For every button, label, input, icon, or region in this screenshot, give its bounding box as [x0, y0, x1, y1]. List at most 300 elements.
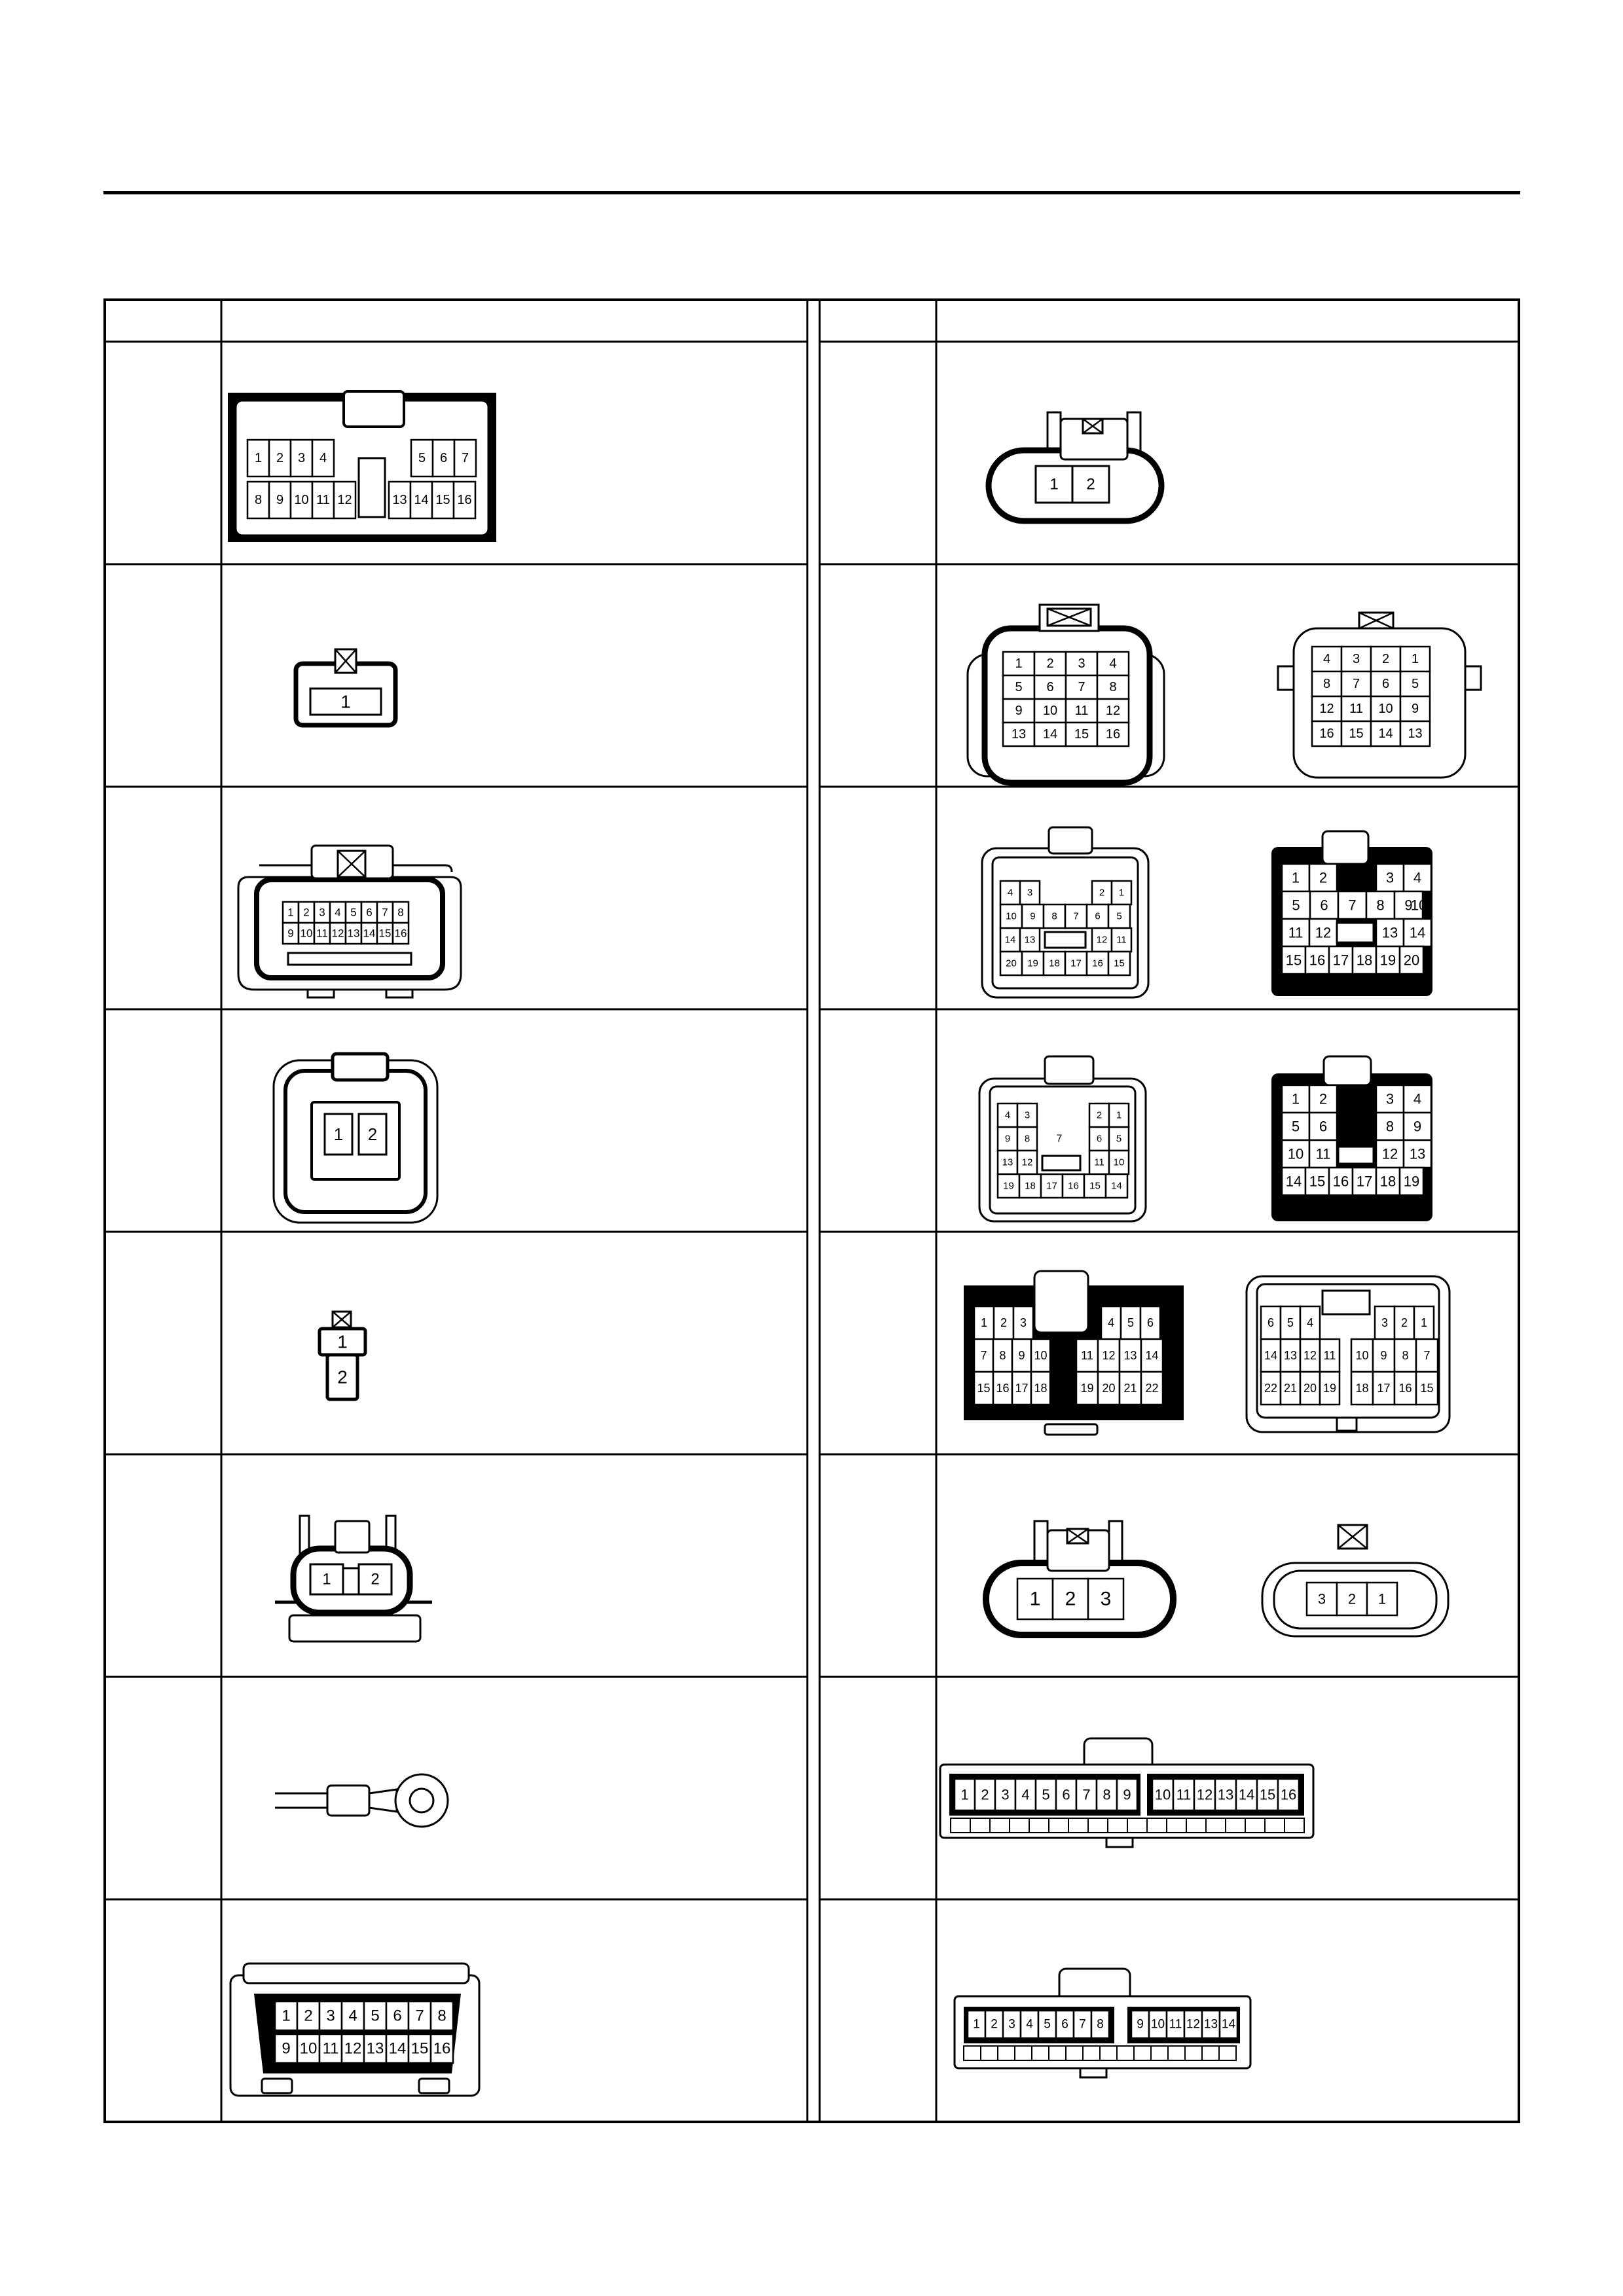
foot — [1080, 2068, 1106, 2077]
pin-label: 13 — [366, 2039, 384, 2058]
terminal-slot — [1127, 1818, 1147, 1833]
lock-latch-icon — [1083, 419, 1103, 433]
pin-label: 5 — [1291, 1118, 1300, 1135]
pin-grid — [1076, 1339, 1163, 1372]
pin-label: 1 — [960, 1786, 969, 1803]
pin-label: 8 — [1051, 910, 1057, 922]
pin-label: 20 — [1102, 1382, 1116, 1395]
pin-label: 4 — [1021, 1786, 1030, 1803]
pin-label: 14 — [363, 927, 376, 940]
pin-label: 16 — [1280, 1786, 1297, 1803]
pin-grid — [1376, 864, 1431, 891]
pin-label: 3 — [1317, 1590, 1326, 1607]
pin-label: 11 — [1315, 1145, 1331, 1162]
pin-label: 3 — [1019, 1316, 1027, 1329]
pin-label: 10 — [1034, 1349, 1048, 1362]
pin-label: 8 — [1109, 680, 1117, 694]
terminal-slot — [1151, 2046, 1168, 2060]
pin-label: 4 — [1413, 1090, 1422, 1107]
terminal-slot — [1066, 2046, 1083, 2060]
pin-label: 8 — [1097, 2017, 1104, 2032]
pin-label: 17 — [1356, 1173, 1373, 1190]
pin-label: 14 — [1221, 2017, 1236, 2032]
terminal-slot — [1029, 1818, 1049, 1833]
conn-19pin-pair — [979, 1056, 1432, 1221]
terminal-slot — [1168, 2046, 1185, 2060]
pin-label: 19 — [1027, 958, 1038, 969]
pin-label: 12 — [1096, 934, 1108, 946]
pin-label: 4 — [1004, 1109, 1011, 1121]
pin-label: 16 — [433, 2039, 451, 2058]
conn-16pin-grid-pair — [968, 605, 1481, 783]
pin-label: 8 — [397, 906, 404, 919]
pin-grid — [1282, 1168, 1423, 1195]
lock-latch-icon — [333, 1312, 351, 1327]
pin-label: 12 — [1319, 702, 1334, 716]
pin-label: 19 — [1379, 952, 1396, 969]
pin-label: 7 — [382, 906, 388, 919]
pin-grid — [974, 1306, 1033, 1339]
pin-grid — [1092, 928, 1131, 952]
pin-label: 1 — [980, 1316, 988, 1329]
pin-label: 11 — [1323, 1349, 1336, 1362]
pin-label: 21 — [1123, 1382, 1137, 1395]
pin-grid — [1000, 952, 1130, 975]
terminal-slot — [1083, 2046, 1100, 2060]
pin-label: 13 — [1283, 1349, 1298, 1362]
pin-label: 3 — [1027, 887, 1033, 899]
pin-label: 11 — [1094, 1157, 1104, 1168]
pin-label: 7 — [461, 451, 469, 465]
terminal-slot — [951, 1818, 970, 1833]
pin-label: 5 — [418, 451, 426, 465]
pin-label: 18 — [1049, 958, 1060, 969]
pin-label: 14 — [1285, 1173, 1302, 1190]
terminal-slot — [1206, 1818, 1226, 1833]
pin-label: 9 — [1137, 2017, 1144, 2032]
pin-label: 13 — [392, 493, 407, 507]
pin-grid — [1131, 2011, 1237, 2038]
pin-label: 12 — [1196, 1786, 1213, 1803]
pin-label: 16 — [1332, 1173, 1349, 1190]
pin-label: 8 — [1402, 1349, 1409, 1362]
pin-grid — [247, 440, 334, 476]
pin-label: 13 — [1002, 1157, 1013, 1168]
terminal-slot — [1285, 1818, 1304, 1833]
pin-grid — [955, 1779, 1137, 1810]
pin-label: 18 — [1379, 1173, 1396, 1190]
pin-label: 14 — [1409, 924, 1426, 941]
latch-hood — [1034, 1271, 1088, 1333]
pin-label: 2 — [276, 451, 284, 465]
pin-label: 6 — [1046, 680, 1054, 694]
pin-label: 8 — [437, 2007, 447, 2025]
pin-label: 9 — [1411, 702, 1419, 716]
pin-grid — [1282, 891, 1423, 919]
pin-label: 4 — [1026, 2017, 1033, 2032]
pin-grid — [1375, 1306, 1434, 1339]
pin-label: 13 — [1123, 1349, 1137, 1362]
pin-label: 4 — [319, 451, 327, 465]
pin-label: 6 — [1095, 910, 1101, 922]
pin-label: 6 — [1061, 2017, 1068, 2032]
pin-label: 5 — [1286, 1316, 1294, 1329]
pin-grid — [1089, 1103, 1129, 1127]
terminal-slot — [1185, 2046, 1202, 2060]
terminal-slot — [998, 2046, 1015, 2060]
pin-grid — [1376, 1085, 1431, 1113]
pin-label: 19 — [1322, 1382, 1337, 1395]
pin-label: 20 — [1403, 952, 1420, 969]
pin-label: 2 — [304, 2007, 313, 2025]
pin-label: 3 — [1024, 1109, 1030, 1121]
pin-label: 1 — [337, 1331, 348, 1352]
pin-grid — [1101, 1306, 1160, 1339]
pin-label: 12 — [1021, 1157, 1033, 1168]
pin-label: 16 — [1319, 726, 1334, 741]
conn-16pin-2row — [228, 391, 496, 542]
pin-label: 1 — [1411, 652, 1419, 666]
pin-label: 14 — [1264, 1349, 1278, 1362]
pin-label: 10 — [294, 493, 309, 507]
pin-grid — [411, 440, 476, 476]
pin-label: 6 — [1062, 1786, 1070, 1803]
terminal-slot — [1068, 1818, 1088, 1833]
conn-2pin-square — [274, 1054, 437, 1223]
pin-grid — [1261, 1372, 1340, 1405]
foot — [386, 990, 412, 997]
conn-16pin-sealed — [238, 846, 461, 997]
pin-label: 14 — [1145, 1349, 1159, 1362]
pin-label: 15 — [1114, 958, 1125, 969]
key-slot — [1045, 932, 1085, 948]
pin-label: 16 — [1092, 958, 1103, 969]
latch-tab — [333, 1054, 388, 1080]
pin-label: 1 — [1049, 475, 1059, 493]
pin-label: 2 — [1046, 656, 1054, 671]
pin-label: 3 — [319, 906, 325, 919]
pin-grid — [1092, 881, 1131, 905]
terminal-slot — [1226, 1818, 1245, 1833]
conn-2pin-oval — [275, 1516, 432, 1641]
conn-16pin-inline — [940, 1738, 1313, 1847]
pin-grid — [283, 923, 409, 944]
pin-label: 10 — [1355, 1349, 1369, 1362]
pin-label: 7 — [1056, 1133, 1063, 1145]
pin-label: 12 — [331, 927, 344, 940]
pin-label: 16 — [1398, 1382, 1412, 1395]
lower-shell — [289, 1615, 420, 1641]
latch-tab — [1322, 831, 1368, 864]
pin-label: 7 — [980, 1349, 987, 1362]
foot — [1045, 1424, 1097, 1435]
pin-label: 9 — [1018, 1349, 1025, 1362]
pin-label: 5 — [1292, 897, 1300, 914]
pin-label: 5 — [1127, 1316, 1135, 1329]
foot — [419, 2079, 449, 2093]
pin-label: 8 — [1385, 1118, 1395, 1135]
pin-label: 2 — [337, 1367, 348, 1388]
pin-label: 2 — [1319, 869, 1328, 886]
latch-tab — [1322, 1291, 1370, 1314]
pin-label: 17 — [1377, 1382, 1391, 1395]
pin-label: 3 — [297, 451, 306, 465]
pin-label: 6 — [366, 906, 373, 919]
pin-label: 11 — [1349, 702, 1363, 716]
pin-grid — [1376, 1113, 1431, 1140]
pin-label: 6 — [1096, 1133, 1103, 1145]
pin-label: 11 — [322, 2039, 339, 2058]
pin-label: 1 — [1116, 1109, 1122, 1121]
pin-grid — [1307, 1583, 1397, 1615]
pin-label: 4 — [1107, 1316, 1115, 1329]
pin-grid — [1089, 1127, 1129, 1151]
pin-label: 9 — [1015, 704, 1023, 718]
pin-grid — [974, 1339, 1050, 1372]
top-lip — [244, 1964, 469, 1983]
pin-label: 13 — [1217, 1786, 1234, 1803]
pin-label: 2 — [1099, 887, 1105, 899]
pin-grid — [275, 2001, 453, 2030]
pin-label: 13 — [347, 927, 360, 940]
pin-grid — [1261, 1339, 1340, 1372]
latch-tab — [1045, 1056, 1093, 1084]
pin-label: 6 — [393, 2007, 402, 2025]
terminal-slot — [1108, 1818, 1127, 1833]
pin-label: 12 — [1186, 2017, 1201, 2032]
pin-grid — [275, 2034, 453, 2063]
latch-tab — [344, 391, 404, 427]
pin-label: 3 — [1100, 1588, 1112, 1610]
pin-label: 13 — [1408, 726, 1423, 741]
pin-grid — [1000, 905, 1130, 928]
pin-label: 18 — [1034, 1382, 1048, 1395]
pin-label: 3 — [1385, 869, 1395, 886]
pin-label: 8 — [1024, 1133, 1030, 1145]
foot — [308, 990, 334, 997]
pin-label: 15 — [435, 493, 450, 507]
pin-grid — [968, 2011, 1109, 2038]
terminal-slot — [1186, 1818, 1206, 1833]
pin-label: 7 — [1352, 677, 1360, 691]
pin-label: 6 — [1267, 1316, 1275, 1329]
key — [343, 1568, 359, 1594]
pin-label: 5 — [1116, 910, 1122, 922]
pin-label: 4 — [1413, 869, 1422, 886]
latch-tab — [335, 1521, 369, 1552]
pin-label: 10 — [1042, 704, 1058, 718]
pin-grid — [974, 1372, 1050, 1405]
pin-label: 15 — [378, 927, 392, 940]
pin-label: 18 — [1355, 1382, 1369, 1395]
pin-grid — [998, 1174, 1127, 1198]
pin-label: 6 — [1319, 1118, 1328, 1135]
pin-label: 21 — [1283, 1382, 1298, 1395]
pin-label: 8 — [1376, 897, 1385, 914]
retainer — [288, 953, 411, 965]
pin-label: 1 — [1118, 887, 1125, 899]
pin-label: 2 — [1096, 1109, 1103, 1121]
pin-label: 13 — [1203, 2017, 1218, 2032]
pin-label: 19 — [1080, 1382, 1094, 1395]
pin-label: 15 — [1309, 1173, 1326, 1190]
terminal-slot — [1219, 2046, 1236, 2060]
pin-label: 1 — [1377, 1590, 1387, 1607]
pin-grid — [1017, 1579, 1123, 1619]
pin-label: 1 — [1015, 656, 1023, 671]
pin-label: 2 — [1000, 1316, 1008, 1329]
pin-label: 11 — [1176, 1786, 1192, 1803]
conn-3pin-pair — [986, 1521, 1448, 1636]
conn-22pin-pair — [964, 1271, 1450, 1435]
pin-label: 6 — [1146, 1316, 1154, 1329]
pin-grid — [1376, 1140, 1431, 1168]
pin-label: 9 — [1404, 897, 1413, 914]
pin-label: 7 — [1082, 1786, 1091, 1803]
pin-label: 8 — [999, 1349, 1006, 1362]
pin-label: 2 — [1065, 1588, 1076, 1610]
pin-label: 18 — [1025, 1180, 1036, 1192]
pin-label: 11 — [316, 493, 330, 507]
pin-label: 1 — [282, 2007, 291, 2025]
pin-grid — [1000, 928, 1040, 952]
pin-label: 10 — [1287, 1145, 1304, 1162]
pin-label: 5 — [1042, 1786, 1050, 1803]
pin-label: 9 — [1030, 910, 1036, 922]
pin-label: 19 — [1403, 1173, 1420, 1190]
pin-label: 5 — [1116, 1133, 1122, 1145]
pin-label: 1 — [333, 1124, 344, 1144]
pin-label: 11 — [1074, 704, 1089, 718]
terminal-slot — [1265, 1818, 1285, 1833]
pin-label: 2 — [367, 1124, 378, 1144]
pin-label: 9 — [276, 493, 284, 507]
pin-grid — [998, 1151, 1037, 1174]
pin-label: 10 — [1113, 1157, 1125, 1168]
key-slot — [359, 458, 385, 517]
latch-tab — [1049, 827, 1092, 853]
pin-label: 12 — [1303, 1349, 1317, 1362]
pin-grid — [1351, 1339, 1438, 1372]
pin-grid — [1003, 652, 1129, 746]
pin-grid — [1282, 1085, 1337, 1113]
pin-label: 7 — [1423, 1349, 1431, 1362]
pin-label: 8 — [1103, 1786, 1111, 1803]
pin-label: 9 — [1380, 1349, 1387, 1362]
pin-label: 16 — [996, 1382, 1010, 1395]
pin-grid — [1351, 1372, 1438, 1405]
pin-label: 15 — [1285, 952, 1302, 969]
pin-label: 2 — [371, 1570, 380, 1588]
terminal-slot — [970, 1818, 990, 1833]
pin-label: 3 — [1078, 656, 1085, 671]
conn-1pin — [296, 649, 395, 725]
pin-label: 16 — [1068, 1180, 1079, 1192]
lock-latch-icon — [335, 649, 356, 673]
pin-label: 5 — [1411, 677, 1419, 691]
pin-label: 5 — [371, 2007, 380, 2025]
pin-label: 9 — [1123, 1786, 1131, 1803]
terminal-slot — [1167, 1818, 1186, 1833]
pin-label: 2 — [991, 2017, 998, 2032]
pin-label: 14 — [1378, 726, 1393, 741]
pin-label: 13 — [1381, 924, 1398, 941]
pin-label: 10 — [1378, 702, 1393, 716]
pin-label: 9 — [1413, 1118, 1422, 1135]
pin-label: 11 — [316, 927, 328, 940]
terminal-slot — [1202, 2046, 1219, 2060]
pin-grid — [1076, 1372, 1163, 1405]
pin-label: 15 — [1089, 1180, 1101, 1192]
terminal-slot — [981, 2046, 998, 2060]
pin-label: 1 — [254, 451, 263, 465]
pin-label: 1 — [973, 2017, 980, 2032]
pin-label: 3 — [326, 2007, 335, 2025]
key-slot — [1042, 1156, 1080, 1170]
pin-label: 15 — [977, 1382, 991, 1395]
pin-label: 8 — [1322, 677, 1331, 691]
crimp-barrel — [327, 1785, 369, 1816]
pin-label: 10 — [1410, 897, 1427, 914]
pin-label: 1 — [340, 691, 351, 712]
pin-label: 4 — [1322, 652, 1331, 666]
pin-label: 7 — [1078, 680, 1085, 694]
terminal-slot — [1010, 1818, 1029, 1833]
pin-label: 15 — [1420, 1382, 1434, 1395]
pin-label: 2 — [1086, 475, 1095, 493]
pin-label: 2 — [1347, 1590, 1357, 1607]
pin-label: 2 — [981, 1786, 989, 1803]
foot — [1337, 1418, 1357, 1431]
pin-grid — [389, 482, 475, 518]
conn-14pin-inline — [955, 1969, 1250, 2077]
pin-grid — [247, 482, 356, 518]
pin-label: 14 — [1111, 1180, 1122, 1192]
pin-label: 7 — [415, 2007, 424, 2025]
key-slot — [1338, 1147, 1374, 1164]
terminal-slot — [1245, 1818, 1265, 1833]
pin-label: 12 — [1105, 704, 1121, 718]
pin-grid — [1000, 881, 1040, 905]
pin-label: 4 — [1109, 656, 1117, 671]
pin-label: 12 — [1102, 1349, 1116, 1362]
pin-label: 2 — [303, 906, 310, 919]
terminal-slot — [1032, 2046, 1049, 2060]
terminal-slot — [1049, 2046, 1066, 2060]
pin-label: 3 — [1008, 2017, 1015, 2032]
pin-label: 14 — [1042, 727, 1058, 742]
pin-label: 15 — [1074, 727, 1089, 742]
pin-label: 10 — [1150, 2017, 1165, 2032]
pin-label: 20 — [1303, 1382, 1317, 1395]
pin-grid — [1282, 1113, 1337, 1140]
pin-label: 3 — [1352, 652, 1360, 666]
pin-label: 12 — [337, 493, 352, 507]
pin-label: 7 — [1352, 1118, 1361, 1135]
pin-label: 16 — [1105, 727, 1121, 742]
pin-label: 1 — [287, 906, 294, 919]
terminal-slot — [1134, 2046, 1151, 2060]
foot — [1106, 1838, 1133, 1847]
pin-label: 17 — [1070, 958, 1082, 969]
pin-grid — [283, 902, 409, 923]
pin-label: 1 — [1291, 869, 1300, 886]
pin-label: 17 — [1015, 1382, 1029, 1395]
pin-label: 19 — [1003, 1180, 1014, 1192]
pin-label: 17 — [1332, 952, 1349, 969]
pin-grid — [1282, 864, 1337, 891]
pin-label: 16 — [457, 493, 472, 507]
